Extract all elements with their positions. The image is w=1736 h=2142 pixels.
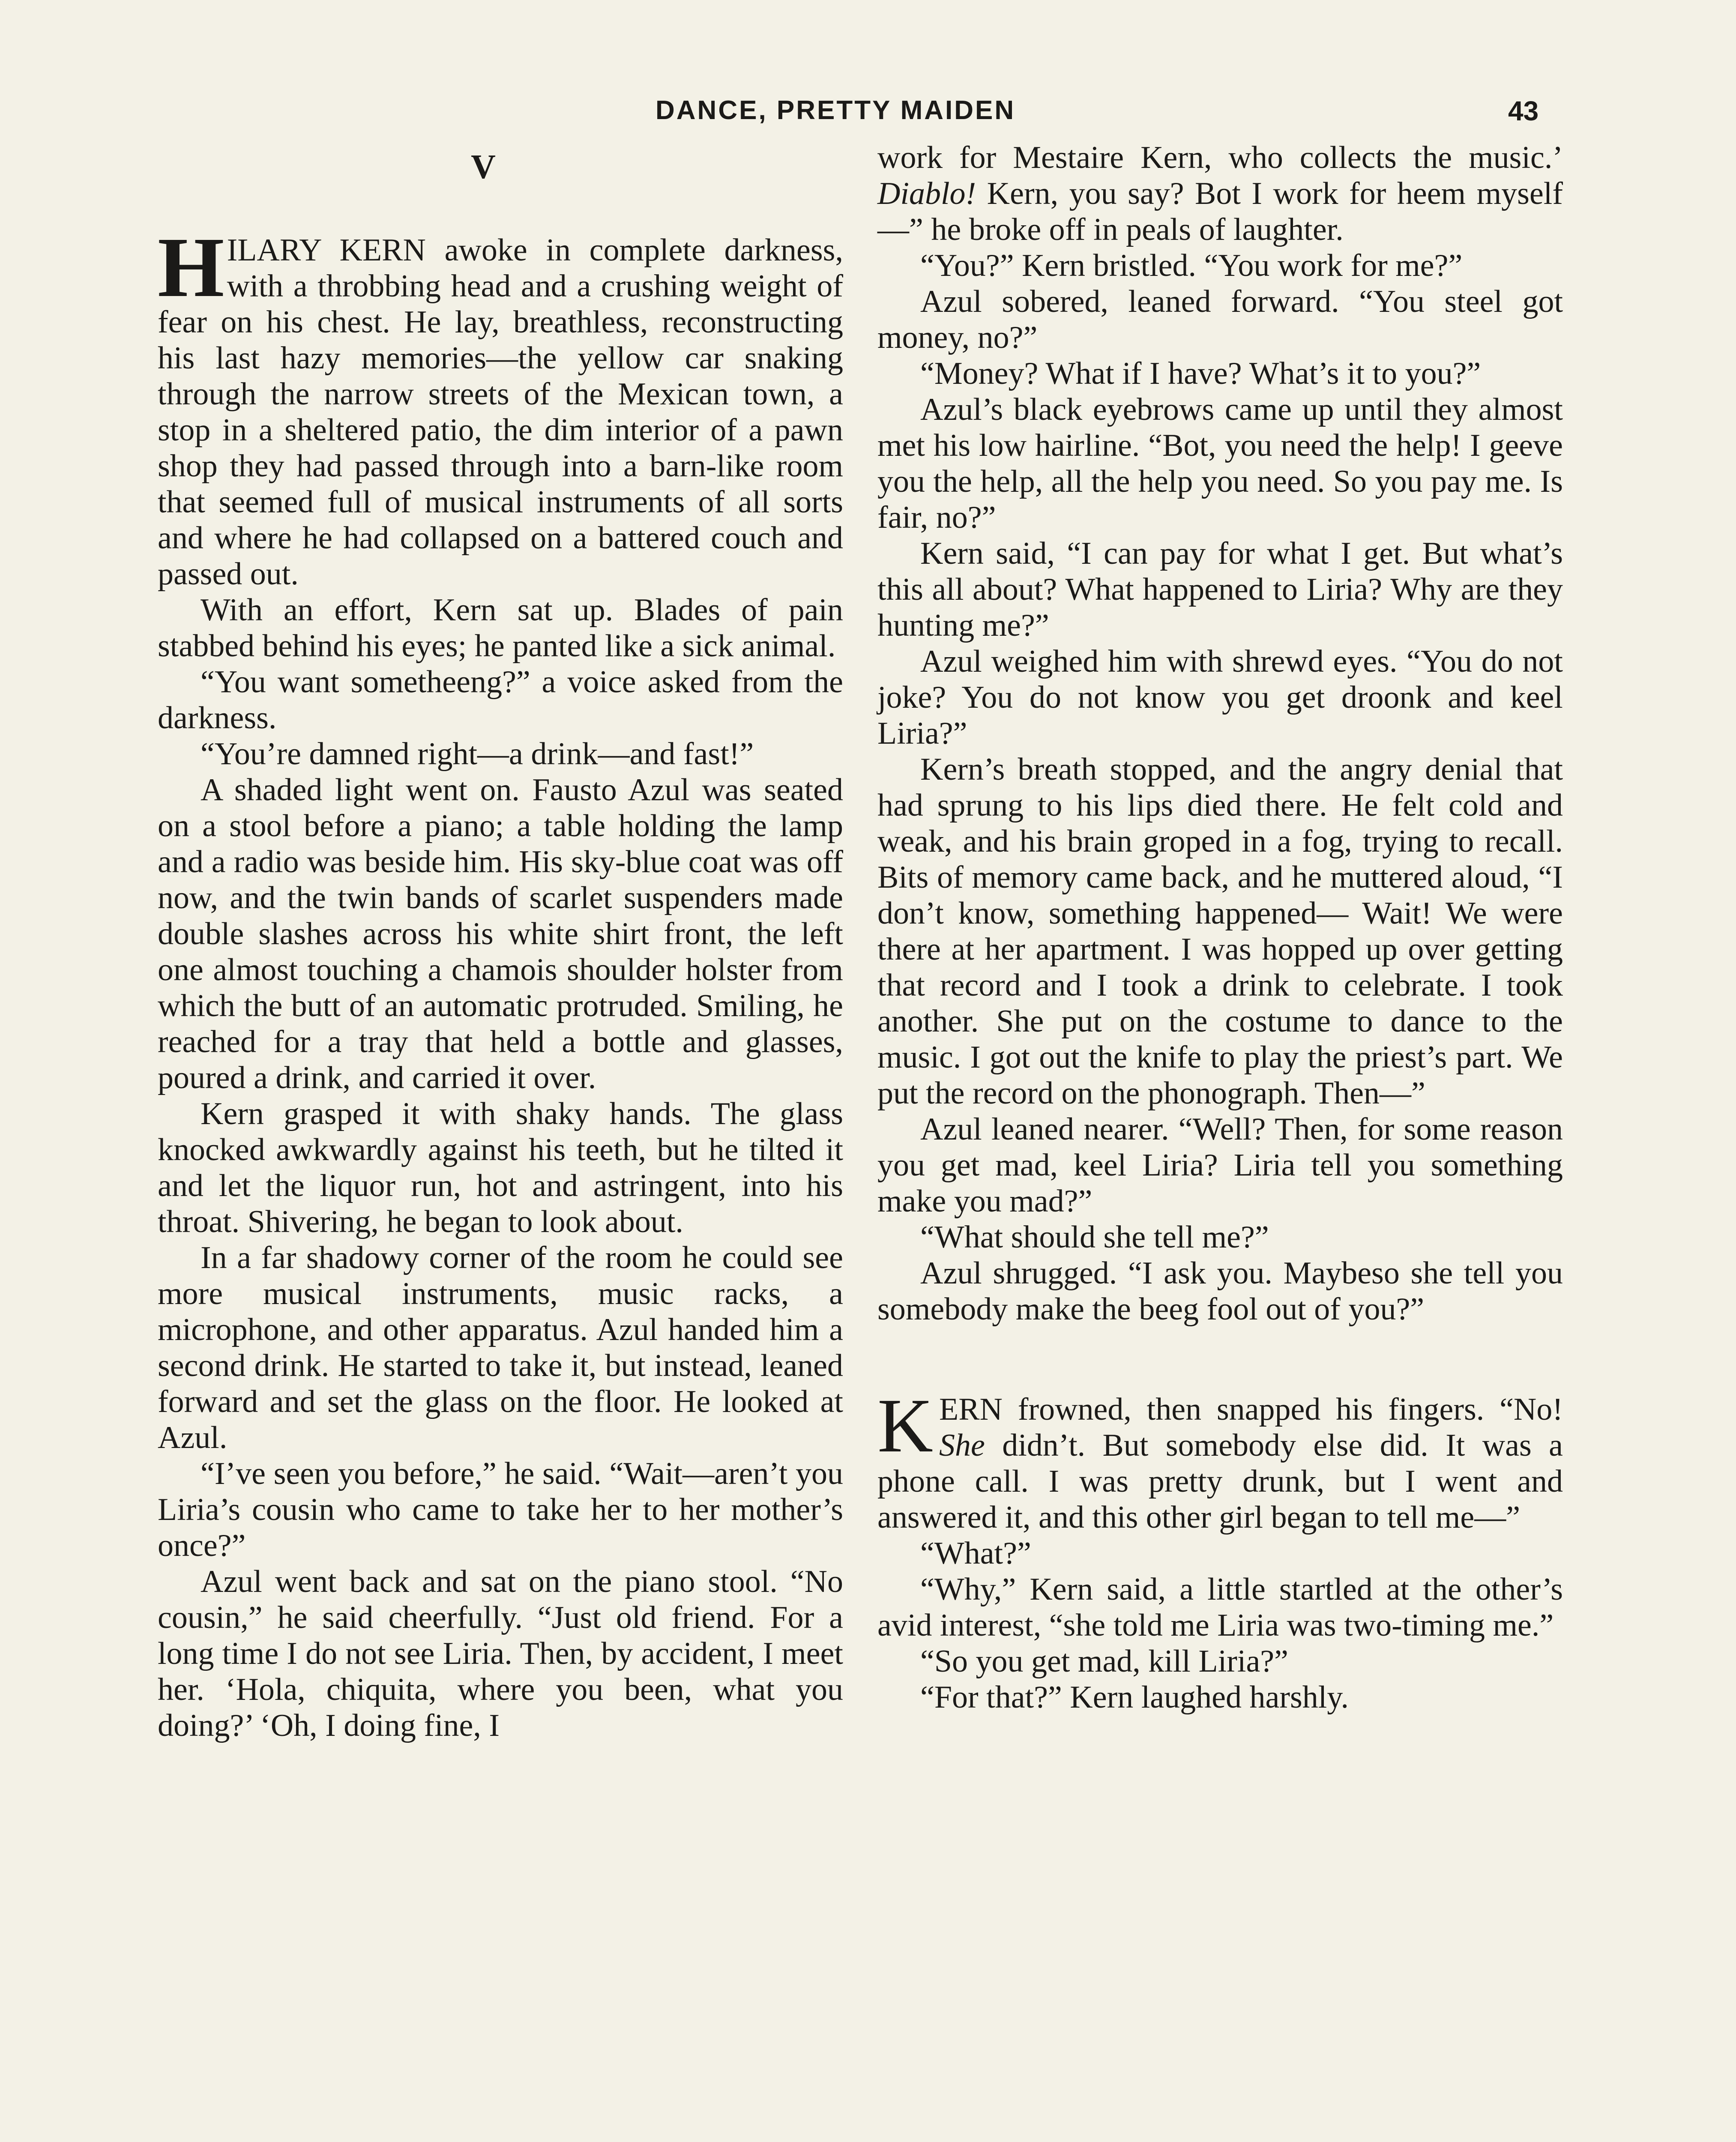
paragraph: “What should she tell me?” [920,1220,1269,1255]
paragraph: Kern’s breath stopped, and the angry denial that had sprung to his lips died there. He felt cold and weak, and his brain groped in a fog, trying to recall. Bits of memory came back, and he muttered aloud, “I don’t know, something happened— Wait! We were there at her apartment. I was hopped up over getting that record and I took a drink to celebrate. I took another. She put on the costume to dance to the music. I got out the knife to play the priest’s part. We put the record on the phonograph. Then—” [877,752,1563,1111]
opening-smallcaps: ILARY KERN [227,233,426,268]
left-column [158,141,843,1744]
paragraph: “Why,” Kern said, a little startled at the other’s avid interest, “she told me Liria was two-timing me.” [877,1572,1563,1643]
paragraph: A shaded light went on. Fausto Azul was seated on a stool before a piano; a table holding the lamp and a radio was beside him. His sky-blue coat was off now, and the twin bands of scarlet suspenders made double slashes across his white shirt front, the left one almost touching a chamois shoulder holster from which the butt of an automatic protruded. Smiling, he reached for a tray that held a bottle and glasses, poured a drink, and carried it over. [158,772,843,1095]
text-span: work for Mestaire Kern, who collects the music.’ [877,140,1563,175]
paragraph: “You want sometheeng?” a voice asked from the darkness. [158,664,843,736]
paragraph: In a far shadowy corner of the room he could see more musical instruments, music racks, a microphone, and other apparatus. Azul handed him a second drink. He started to take it, but instead, leaned forward and set the glass on the floor. He looked at Azul. [158,1240,843,1455]
paragraph: Azul weighed him with shrewd eyes. “You do not joke? You do not know you get droonk and keel Liria?” [877,644,1563,751]
opening-smallcaps: ERN [939,1392,1003,1427]
continued-paragraph [877,140,1563,248]
opening-text: awoke in complete darkness, with a throbbing head and a crushing weight of fear on his chest. He lay, breathless, reconstructing his last hazy memories—the yellow car snaking through the narrow streets of the Mexican town, a stop in a sheltered patio, the dim interior of a pawn shop they had passed through into a barn-like room that seemed full of musical instruments of all sorts and where he had collapsed on a battered couch and passed out. [158,233,843,592]
drop-cap: K [877,1383,933,1468]
drop-cap: H [158,220,224,315]
section-break [877,1327,1563,1391]
section-opening-paragraph [877,1383,1563,1535]
paragraph: “For that?” Kern laughed harshly. [920,1680,1349,1715]
text-span: frowned, then snapped his fingers. “No! [1003,1392,1563,1427]
text-span: didn’t. But somebody else did. It was a phone call. I was pretty drunk, but I went and answered it, and this other girl began to tell me—” [877,1428,1563,1535]
paragraph: “Money? What if I have? What’s it to you?” [920,356,1481,391]
italic-word: She [939,1428,985,1463]
page-number: 43 [1508,96,1539,126]
chapter-heading: V [471,148,496,186]
paragraph: Azul sobered, leaned forward. “You steel got money, no?” [877,284,1563,355]
paragraph: “You’re damned right—a drink—and fast!” [201,736,754,772]
paragraph: “What?” [920,1536,1031,1571]
italic-word: Diablo! [877,176,976,211]
right-column [877,140,1563,1715]
paragraph: Azul shrugged. “I ask you. Maybeso she tell you somebody make the beeg fool out of you?” [877,1256,1563,1327]
paragraph: “So you get mad, kill Liria?” [920,1644,1288,1679]
paragraph: Kern grasped it with shaky hands. The glass knocked awkwardly against his teeth, but he tilted it and let the liquor run, hot and astringent, into his throat. Shivering, he began to look about. [158,1096,843,1239]
text-span: Kern, you say? Bot I work for heem myself—” he broke off in peals of laughter. [877,176,1563,247]
opening-paragraph [158,220,843,592]
paragraph: With an effort, Kern sat up. Blades of pain stabbed behind his eyes; he panted like a sick animal. [158,592,843,664]
running-title: DANCE, PRETTY MAIDEN [655,96,1016,125]
paragraph: Kern said, “I can pay for what I get. But what’s this all about? What happened to Liria? Why are they hunting me?” [877,536,1563,643]
paragraph: “You?” Kern bristled. “You work for me?” [920,248,1463,283]
paragraph: “I’ve seen you before,” he said. “Wait—aren’t you Liria’s cousin who came to take her to her mother’s once?” [158,1456,843,1563]
paragraph: Azul leaned nearer. “Well? Then, for some reason you get mad, keel Liria? Liria tell you something make you mad?” [877,1112,1563,1219]
paragraph: Azul went back and sat on the piano stool. “No cousin,” he said cheerfully. “Just old friend. For a long time I do not see Liria. Then, by accident, I meet her. ‘Hola, chiquita, where you been, what you doing?’ ‘Oh, I doing fine, I [158,1564,843,1743]
paragraph: Azul’s black eyebrows came up until they almost met his low hairline. “Bot, you need the help! I geeve you the help, all the help you need. So you pay me. Is fair, no?” [877,392,1563,535]
